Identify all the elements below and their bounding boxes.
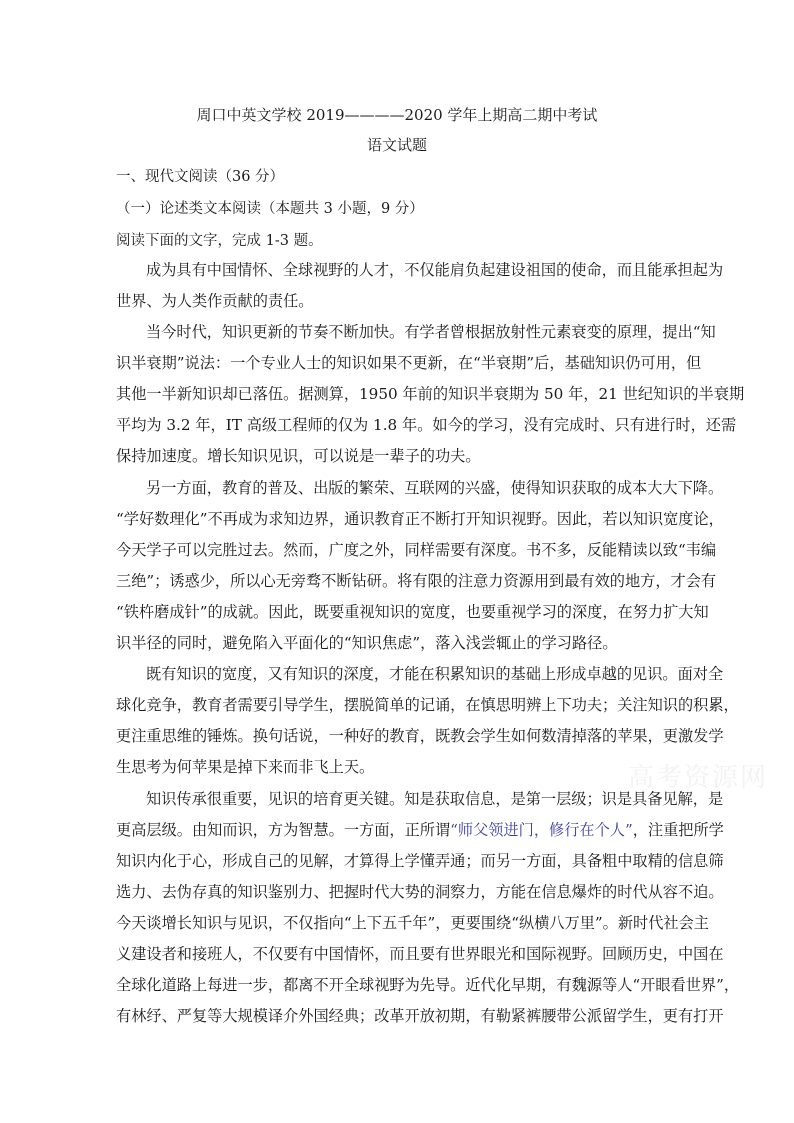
text-line: 今天谈增长知识与见识，不仅指向“上下五千年”，更要围绕“纵横八万里”。新时代社会主 <box>116 914 709 932</box>
text-line: 全球化道路上每进一步，都离不开全球视野为先导。近代化早期，有魏源等人“开眼看世界”， <box>116 976 740 994</box>
text-line: 识半径的同时，避免陷入平面化的“知识焦虑”，落入浅尝辄止的学习路径。 <box>116 634 618 652</box>
exam-subject: 语文试题 <box>366 136 427 154</box>
text-line: 保持加速度。增长知识见识，可以说是一辈子的功夫。 <box>116 447 481 465</box>
text-line: 当今时代，知识更新的节奏不断加快。有学者曾根据放射性元素衰变的原理，提出“知 <box>146 323 716 341</box>
text-line: 球化竞争，教育者需要引导学生，摆脱简单的记诵，在慎思明辨上下功夫；关注知识的积累， <box>116 696 739 714</box>
text-line: 有林纾、严复等大规模译介外国经典；改革开放初期，有勒紧裤腰带公派留学生，更有打开 <box>116 1007 724 1025</box>
text-line: 世界、为人类作贡献的责任。 <box>116 292 314 310</box>
text-line: 更注重思维的锤炼。换句话说，一种好的教育，既教会学生如何数清掉落的苹果，更激发学 <box>116 727 724 745</box>
text-line-with-quote <box>116 819 724 840</box>
text-line: 识半衰期”说法：一个专业人士的知识如果不更新，在“半衰期”后，基础知识仍可用，但 <box>116 354 702 372</box>
text-line: 成为具有中国情怀、全球视野的人才，不仅能肩负起建设祖国的使命，而且能承担起为 <box>146 261 724 279</box>
text-segment: 更高层级。由知而识，方为智慧。一方面，正所谓 <box>116 821 451 839</box>
exam-title: 周口中英文学校 2019————2020 学年上期高二期中考试 <box>196 106 598 124</box>
section-heading: 一、现代文阅读（36 分） <box>116 169 285 185</box>
text-line: 既有知识的宽度，又有知识的深度，才能在积累知识的基础上形成卓越的见识。面对全 <box>146 665 724 683</box>
text-line: 义建设者和接班人，不仅要有中国情怀，而且要有世界眼光和国际视野。回顾历史，中国在 <box>116 945 724 963</box>
text-line: 另一方面，教育的普及、出版的繁荣、互联网的兴盛，使得知识获取的成本大大下降。 <box>146 479 724 497</box>
text-line: “学好数理化”不再成为求知边界，通识教育正不断打开知识视野。因此，若以知识宽度论， <box>116 510 724 528</box>
text-line: 生思考为何苹果是掉下来而非飞上天。 <box>116 758 375 776</box>
text-line: 知识传承很重要，见识的培育更关键。知是获取信息，是第一层级；识是具备见解，是 <box>146 790 724 808</box>
text-line: 知识内化于心，形成自己的见解，才算得上学懂弄通；而另一方面，具备粗中取精的信息筛 <box>116 852 724 870</box>
text-line: 其他一半新知识却已落伍。据测算，1950 年前的知识半衰期为 50 年，21 世纪知识的半衰期 <box>116 385 745 403</box>
text-line: 平均为 3.2 年，IT 高级工程师的仅为 1.8 年。如今的学习，没有完成时、只有进行时，还需 <box>116 416 737 434</box>
subsection-heading: （一）论述类文本阅读（本题共 3 小题，9 分） <box>116 201 424 217</box>
text-line: “铁杵磨成针”的成就。因此，既要重视知识的宽度，也要重视学习的深度，在努力扩大知 <box>116 603 709 621</box>
text-line: 选力、去伪存真的知识鉴别力、把握时代大势的洞察力，方能在信息爆炸的时代从容不迫。 <box>116 883 724 901</box>
reading-instruction: 阅读下面的文字，完成 1-3 题。 <box>116 233 323 249</box>
text-segment: ，注重把所学 <box>632 821 724 839</box>
text-line: 三绝”；诱惑少，所以心无旁骛不断钻研。将有限的注意力资源用到最有效的地方，才会有 <box>116 572 717 590</box>
watermark: 高考资源网 <box>628 763 769 793</box>
quoted-proverb: “师父领进门，修行在个人” <box>450 821 633 839</box>
text-line: 今天学子可以完胜过去。然而，广度之外，同样需要有深度。书不多，反能精读以致“韦编 <box>116 541 717 559</box>
